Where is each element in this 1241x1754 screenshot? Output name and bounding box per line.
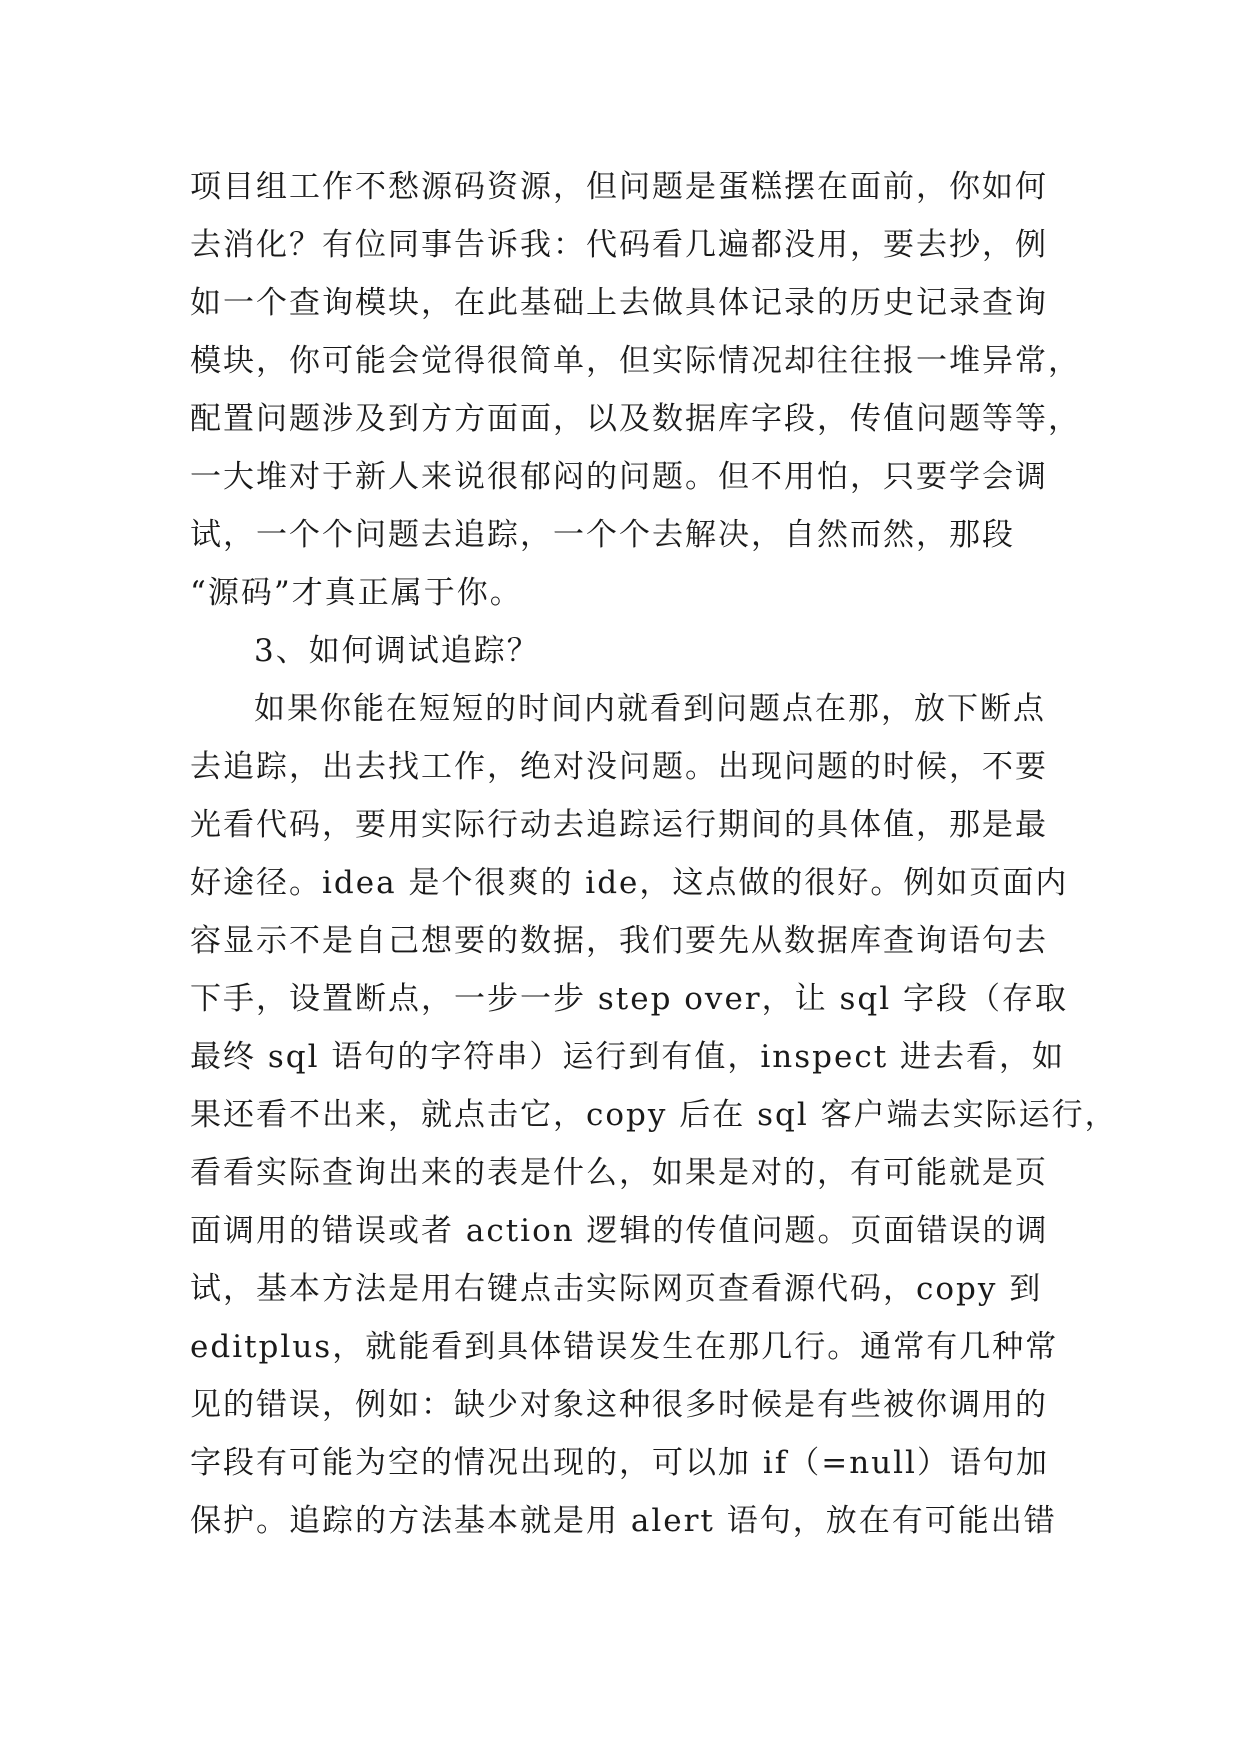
text-line: 字段有可能为空的情况出现的，可以加 if（=null）语句加 — [190, 1445, 1049, 1481]
text-line: 如一个查询模块，在此基础上去做具体记录的历史记录查询 — [190, 285, 1048, 321]
text-line: “源码”才真正属于你。 — [190, 575, 523, 611]
paragraph — [190, 158, 1081, 622]
text-line: 去追踪，出去找工作，绝对没问题。出现问题的时候，不要 — [190, 749, 1048, 785]
text-line: 果还看不出来，就点击它，copy 后在 sql 客户端去实际运行， — [190, 1097, 1118, 1133]
text-line: editplus，就能看到具体错误发生在那几行。通常有几种常 — [190, 1329, 1059, 1365]
text-line: 试，基本方法是用右键点击实际网页查看源代码，copy 到 — [190, 1271, 1043, 1307]
text-line: 如果你能在短短的时间内就看到问题点在那，放下断点 — [254, 691, 1046, 727]
text-line: 光看代码，要用实际行动去追踪运行期间的具体值，那是最 — [190, 807, 1048, 843]
text-line: 容显示不是自己想要的数据，我们要先从数据库查询语句去 — [190, 923, 1048, 959]
text-line: 下手，设置断点，一步一步 step over，让 sql 字段（存取 — [190, 981, 1068, 1017]
text-line: 项目组工作不愁源码资源，但问题是蛋糕摆在面前，你如何 — [190, 169, 1048, 205]
text-line: 配置问题涉及到方方面面，以及数据库字段，传值问题等等， — [190, 401, 1081, 437]
text-line: 保护。追踪的方法基本就是用 alert 语句，放在有可能出错 — [190, 1503, 1057, 1539]
text-line: 面调用的错误或者 action 逻辑的传值问题。页面错误的调 — [190, 1213, 1049, 1249]
document-body — [190, 158, 1118, 1550]
heading-line: 3、如何调试追踪？ — [254, 633, 540, 669]
text-line: 看看实际查询出来的表是什么，如果是对的，有可能就是页 — [190, 1155, 1048, 1191]
text-line: 试，一个个问题去追踪，一个个去解决，自然而然，那段 — [190, 517, 1015, 553]
text-line: 去消化？有位同事告诉我：代码看几遍都没用，要去抄，例 — [190, 227, 1048, 263]
paragraph — [190, 680, 1118, 1550]
text-line: 模块，你可能会觉得很简单，但实际情况却往往报一堆异常， — [190, 343, 1081, 379]
text-line: 好途径。idea 是个很爽的 ide，这点做的很好。例如页面内 — [190, 865, 1069, 901]
text-line: 一大堆对于新人来说很郁闷的问题。但不用怕，只要学会调 — [190, 459, 1048, 495]
text-line: 最终 sql 语句的字符串）运行到有值，inspect 进去看，如 — [190, 1039, 1066, 1075]
section-heading — [190, 622, 1052, 680]
text-line: 见的错误，例如：缺少对象这种很多时候是有些被你调用的 — [190, 1387, 1048, 1423]
